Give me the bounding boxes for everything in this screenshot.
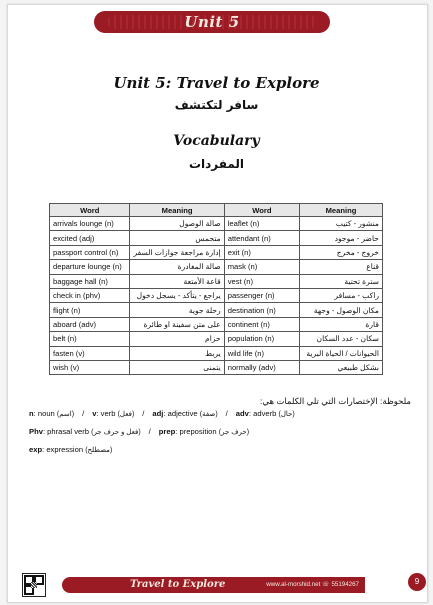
- meaning-cell: صالة المغادرة: [130, 260, 224, 274]
- meaning-cell: بشكل طبيعي: [300, 360, 383, 374]
- meaning-cell: إدارة مراجعة جوازات السفر: [130, 245, 224, 259]
- meaning-cell: سترة تحتية: [300, 274, 383, 288]
- abbreviation-arabic: (حال): [278, 411, 295, 418]
- word-cell: exit (n): [224, 245, 299, 259]
- abbreviation-english: verb: [100, 409, 116, 418]
- word-cell: baggage hall (n): [50, 274, 130, 288]
- page-number: 9: [408, 573, 426, 591]
- meaning-cell: قارة: [300, 317, 383, 331]
- word-cell: arrivals lounge (n): [50, 217, 130, 231]
- meaning-cell: الحيوانات / الحياة البرية: [300, 346, 383, 360]
- word-cell: departure lounge (n): [50, 260, 130, 274]
- table-row: [50, 332, 383, 346]
- column-header: Word: [224, 204, 299, 217]
- abbreviation-english: adverb: [253, 409, 277, 418]
- separator: /: [148, 427, 151, 436]
- meaning-cell: يراجع - يتأكد - يسجل دخول: [130, 288, 224, 302]
- abbreviation-arabic: (فعل و حرف جر): [91, 429, 141, 436]
- meaning-cell: خروج - مخرج: [300, 245, 383, 259]
- vocabulary-heading-arabic: المفردات: [188, 157, 245, 171]
- word-cell: aboard (adv): [50, 317, 130, 331]
- unit-label: Unit 5: [184, 13, 240, 31]
- abbreviation-item: v: verb (فعل): [92, 409, 135, 418]
- abbreviations-line-2: [29, 427, 249, 436]
- footer-band: [62, 577, 365, 593]
- word-cell: excited (adj): [50, 231, 130, 245]
- lesson-title: Unit 5: Travel to Explore: [113, 74, 320, 92]
- footer-website: www.al-morshid.net ☏ 55194267: [266, 581, 359, 588]
- abbreviation-code: Phv: [29, 427, 43, 436]
- abbreviation-item: n: noun (اسم): [29, 409, 75, 418]
- abbreviation-item: adv: adverb (حال): [235, 409, 295, 418]
- table-row: [50, 260, 383, 274]
- table-body: [50, 217, 383, 375]
- table-row: [50, 217, 383, 231]
- abbreviation-item: exp: expression (مصطلح): [29, 445, 113, 454]
- word-cell: wild life (n): [224, 346, 299, 360]
- table-row: [50, 274, 383, 288]
- meaning-cell: على متن سفينة او طائرة: [130, 317, 224, 331]
- word-cell: fasten (v): [50, 346, 130, 360]
- word-cell: check in (phv): [50, 288, 130, 302]
- abbreviation-arabic: (حرف جر): [218, 429, 250, 436]
- lesson-title-arabic: سافر لتكتشف: [174, 98, 259, 112]
- meaning-cell: متحمس: [130, 231, 224, 245]
- qr-code-icon[interactable]: [22, 573, 46, 597]
- meaning-cell: حزام: [130, 332, 224, 346]
- table-row: [50, 317, 383, 331]
- abbreviation-item: adj: adjective (صفة): [152, 409, 218, 418]
- word-cell: destination (n): [224, 303, 299, 317]
- table-row: [50, 360, 383, 374]
- word-cell: attendant (n): [224, 231, 299, 245]
- word-cell: belt (n): [50, 332, 130, 346]
- abbreviation-english: noun: [37, 409, 55, 418]
- footer-title: Travel to Explore: [130, 579, 226, 590]
- column-header: Meaning: [300, 204, 383, 217]
- table-row: [50, 303, 383, 317]
- word-cell: continent (n): [224, 317, 299, 331]
- separator: /: [142, 409, 145, 418]
- meaning-cell: صالة الوصول: [130, 217, 224, 231]
- abbreviation-arabic: (مصطلح): [85, 447, 113, 454]
- abbreviation-english: adjective: [167, 409, 198, 418]
- meaning-cell: راكب - مسافر: [300, 288, 383, 302]
- word-cell: wish (v): [50, 360, 130, 374]
- table-header: [50, 204, 383, 217]
- meaning-cell: يتمنى: [130, 360, 224, 374]
- word-cell: vest (n): [224, 274, 299, 288]
- vocabulary-table: [49, 203, 383, 375]
- meaning-cell: سكان - عدد السكان: [300, 332, 383, 346]
- column-header: Meaning: [130, 204, 224, 217]
- abbreviation-english: expression: [46, 445, 84, 454]
- abbreviation-arabic: (اسم): [56, 411, 75, 418]
- table-row: [50, 346, 383, 360]
- abbreviation-item: Phv: phrasal verb (فعل و حرف جر): [29, 427, 141, 436]
- abbreviation-code: exp: [29, 445, 43, 454]
- meaning-cell: منشور - كتيب: [300, 217, 383, 231]
- abbreviation-code: n: [29, 409, 34, 418]
- abbreviation-code: prep: [158, 427, 176, 436]
- table-row: [50, 288, 383, 302]
- abbreviation-english: phrasal verb: [47, 427, 89, 436]
- abbreviations-line-1: [29, 409, 295, 418]
- abbreviation-code: adj: [152, 409, 164, 418]
- column-header: Word: [50, 204, 130, 217]
- abbreviation-code: v: [92, 409, 97, 418]
- unit-header-band: [94, 11, 330, 33]
- word-cell: population (n): [224, 332, 299, 346]
- table-row: [50, 245, 383, 259]
- word-cell: passenger (n): [224, 288, 299, 302]
- meaning-cell: حاضر - موجود: [300, 231, 383, 245]
- meaning-cell: مكان الوصول - وجهة: [300, 303, 383, 317]
- abbreviation-arabic: (صفة): [199, 411, 218, 418]
- separator: /: [225, 409, 228, 418]
- meaning-cell: قاعة الأمتعة: [130, 274, 224, 288]
- meaning-cell: يربط: [130, 346, 224, 360]
- abbreviation-arabic: (فعل): [117, 411, 135, 418]
- abbreviation-english: preposition: [179, 427, 217, 436]
- abbreviations-line-3: [29, 445, 112, 454]
- meaning-cell: قناع: [300, 260, 383, 274]
- abbreviations-note: ملحوظة: الإختصارات التي تلي الكلمات هي:: [260, 396, 411, 406]
- vocabulary-heading: Vocabulary: [173, 133, 260, 149]
- abbreviation-code: adv: [235, 409, 249, 418]
- word-cell: mask (n): [224, 260, 299, 274]
- word-cell: normally (adv): [224, 360, 299, 374]
- table-row: [50, 231, 383, 245]
- abbreviation-item: prep: preposition (حرف جر): [158, 427, 250, 436]
- word-cell: leaflet (n): [224, 217, 299, 231]
- word-cell: flight (n): [50, 303, 130, 317]
- word-cell: passport control (n): [50, 245, 130, 259]
- separator: /: [82, 409, 85, 418]
- meaning-cell: رحلة جوية: [130, 303, 224, 317]
